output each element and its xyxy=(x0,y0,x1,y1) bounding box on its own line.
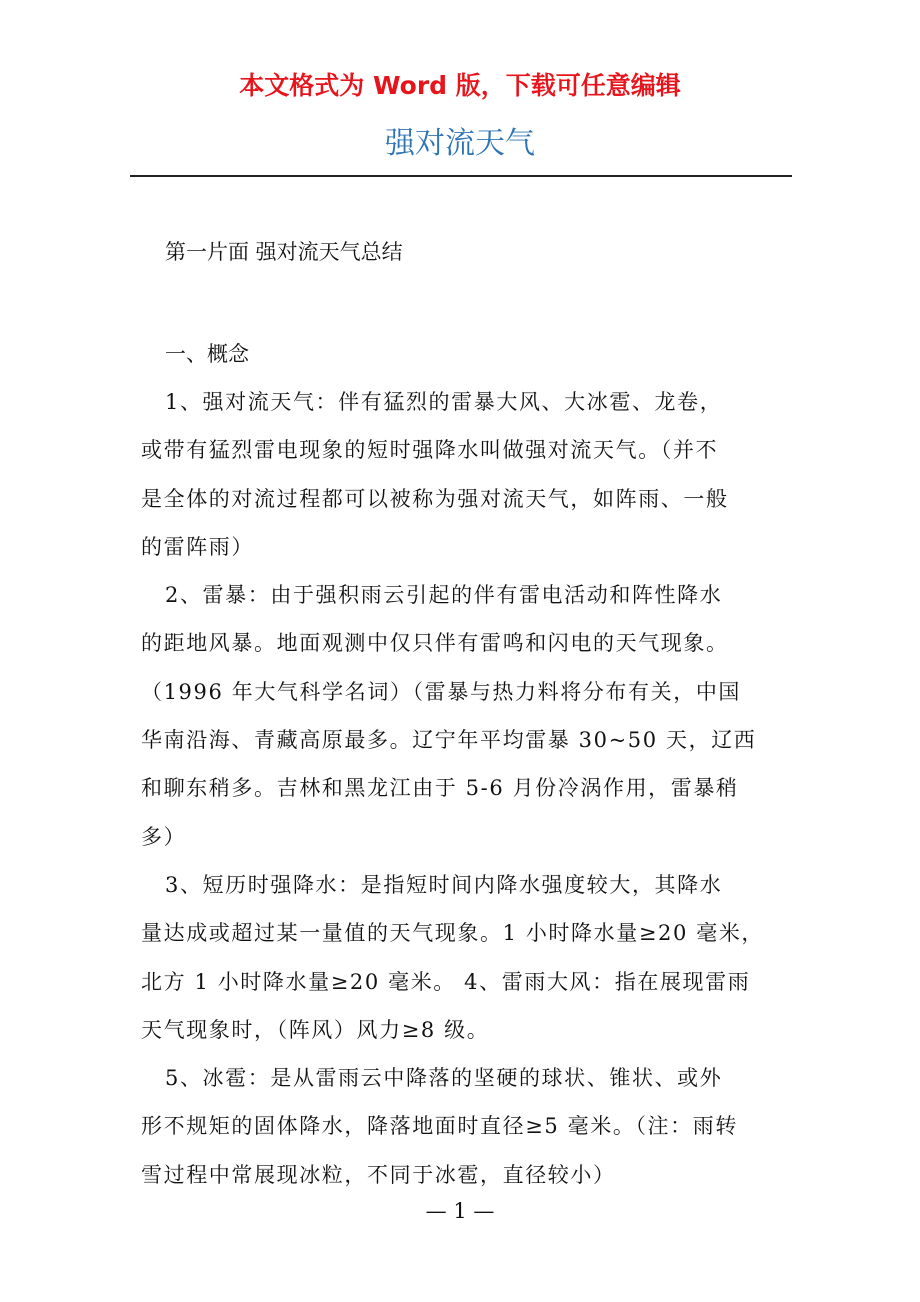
body-text xyxy=(141,330,781,1199)
section-heading: 第一片面 强对流天气总结 xyxy=(165,240,403,264)
document-title: 强对流天气 xyxy=(385,126,535,161)
paragraph-line: 或带有猛烈雷电现象的短时强降水叫做强对流天气。（并不 xyxy=(141,438,719,463)
page-number: — 1 — xyxy=(425,1199,495,1223)
paragraph-line: （1996 年大气科学名词）（雷暴与热力料将分布有关，中国 xyxy=(141,679,742,704)
paragraph-line: 的距地风暴。地面观测中仅只伴有雷鸣和闪电的天气现象。 xyxy=(141,631,729,656)
paragraph-line: 北方 1 小时降水量≥20 毫米。 4、雷雨大风：指在展现雷雨 xyxy=(141,969,751,994)
paragraph-line: 形不规矩的固体降水，降落地面时直径≥5 毫米。（注：雨转 xyxy=(141,1114,738,1139)
paragraph-line: 3、短历时强降水：是指短时间内降水强度较大，其降水 xyxy=(165,872,723,897)
paragraph-line: 量达成或超过某一量值的天气现象。1 小时降水量≥20 毫米， xyxy=(141,921,765,946)
paragraph-line: 1、强对流天气：伴有猛烈的雷暴大风、大冰雹、龙卷， xyxy=(165,390,723,414)
concept-heading: 一、概念 xyxy=(165,342,249,366)
paragraph-line: 和聊东稍多。吉林和黑龙江由于 5-6 月份冷涡作用，雷暴稍 xyxy=(141,776,739,801)
paragraph-line: 2、雷暴：由于强积雨云引起的伴有雷电活动和阵性降水 xyxy=(165,583,723,608)
paragraph-line: 的雷阵雨） xyxy=(141,534,254,559)
paragraph-line: 雪过程中常展现冰粒，不同于冰雹，直径较小） xyxy=(141,1162,616,1187)
paragraph-line: 多） xyxy=(141,824,187,849)
paragraph-line: 是全体的对流过程都可以被称为强对流天气，如阵雨、一般 xyxy=(141,486,729,511)
paragraph-line: 5、冰雹：是从雷雨云中降落的坚硬的球状、锥状、或外 xyxy=(165,1066,723,1091)
paragraph-line: 华南沿海、青藏高原最多。辽宁年平均雷暴 30~50 天，辽西 xyxy=(141,728,757,753)
paragraph-line: 天气现象时，（阵风）风力≥8 级。 xyxy=(141,1017,490,1042)
title-divider xyxy=(130,175,792,177)
format-notice-banner: 本文格式为 Word 版，下载可任意编辑 xyxy=(239,71,681,100)
